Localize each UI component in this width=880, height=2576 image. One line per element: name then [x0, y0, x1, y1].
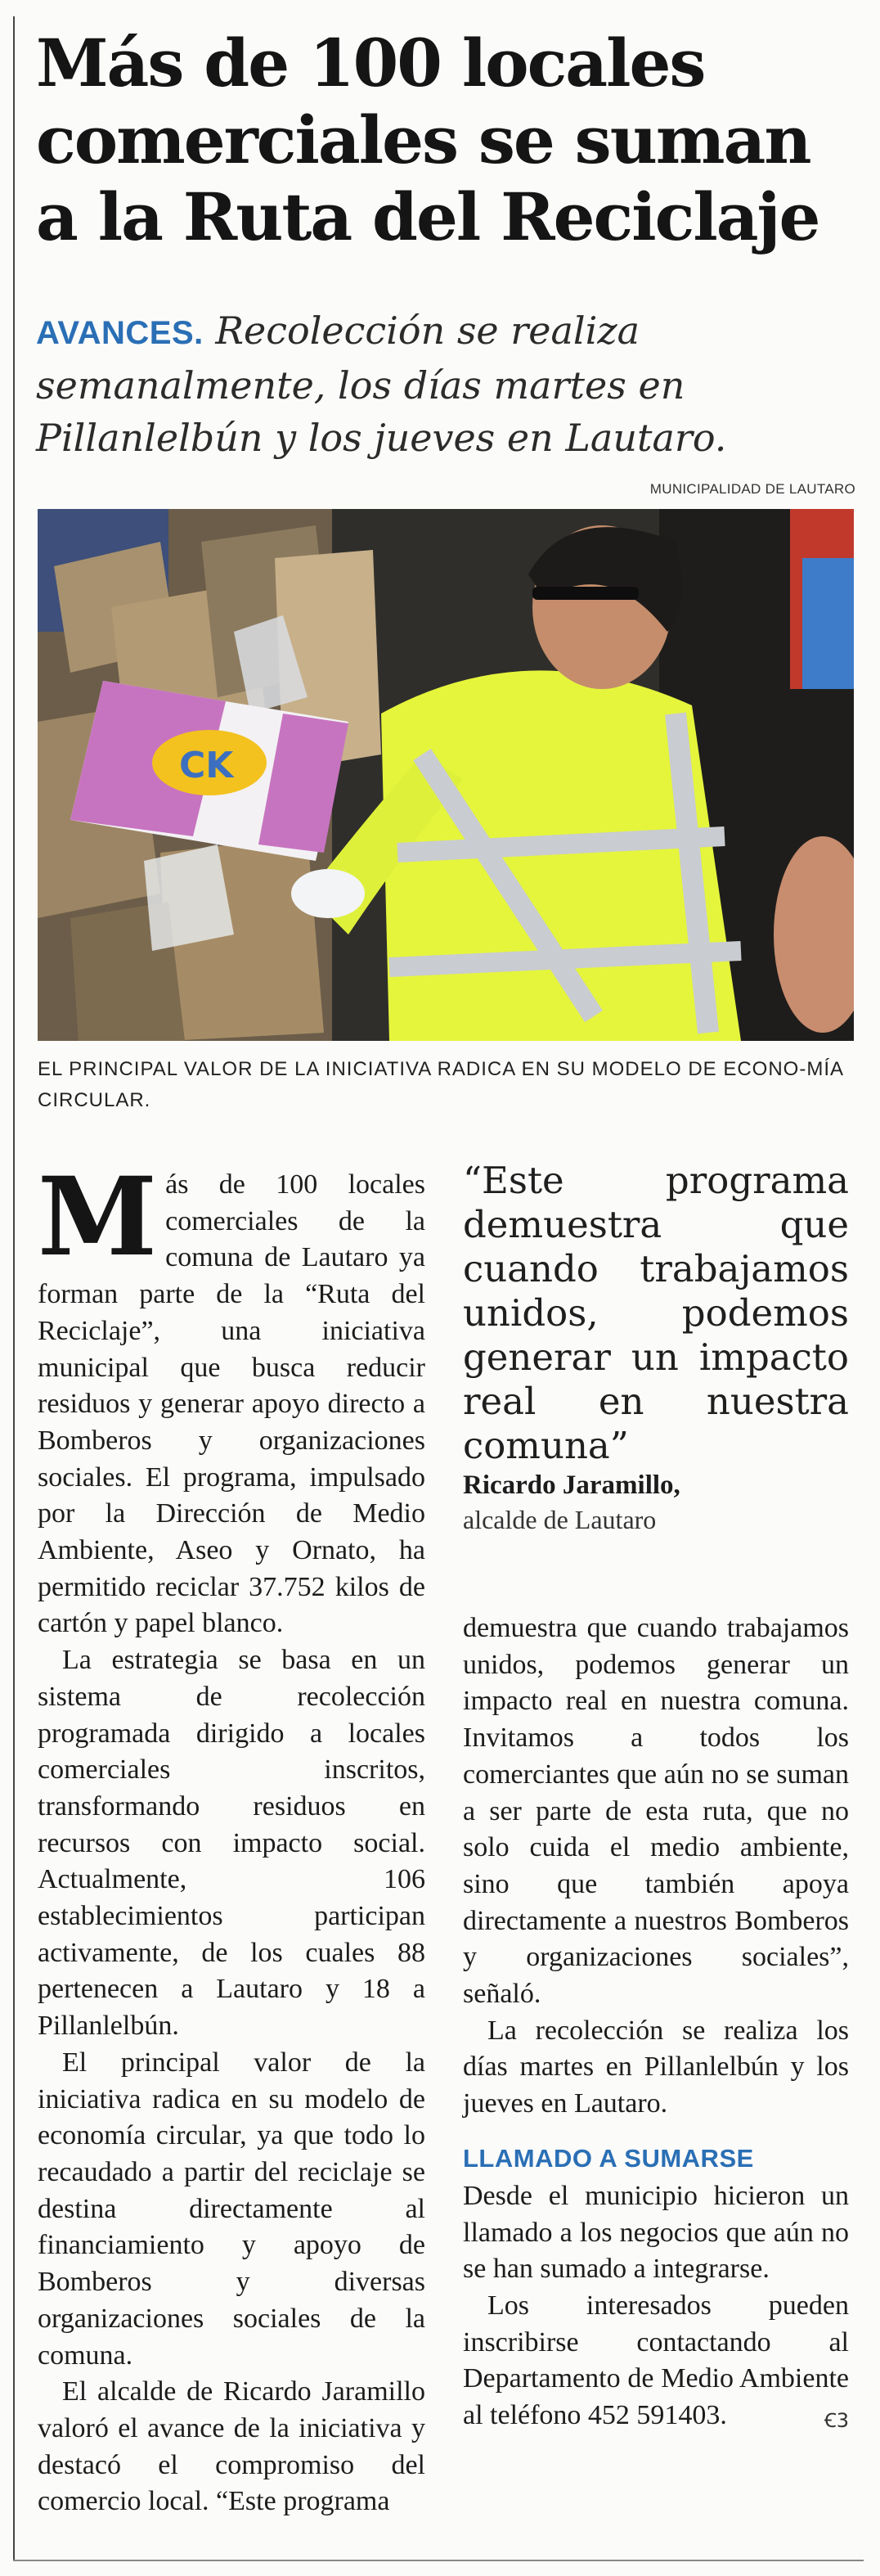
- article-photo: [38, 509, 854, 1041]
- body-text: ás de 100 locales comerciales de la comuna de Lautaro ya forman parte de la “Ruta del Reciclaje”, una iniciativa municipal que busca reducir residuos y generar apoyo directo a Bomberos y organizaciones sociales. El programa, impulsado por la Dirección de Medio Ambiente, Aseo y Ornato, ha permitido reciclar 37.752 kilos de cartón y papel blanco.: [38, 1169, 425, 1639]
- headline: Más de 100 locales comerciales se suman a la Ruta del Reciclaje: [36, 25, 819, 255]
- body-paragraph-final: [463, 2288, 849, 2434]
- body-paragraph: [38, 1154, 425, 1642]
- bottom-rule: [13, 2560, 864, 2561]
- photo-caption: EL PRINCIPAL VALOR DE LA INICIATIVA RADICA EN SU MODELO DE ECONO-MÍA CIRCULAR.: [38, 1058, 843, 1111]
- body-column-left: [38, 1154, 425, 2520]
- end-mark-icon: Ꞓ3: [824, 2409, 849, 2433]
- recycling-photo-illustration: [38, 509, 854, 1041]
- dek-text: Recolección se realiza semanalmente, los días martes en Pillanlelbún y los jueves en Lautaro.: [36, 308, 727, 460]
- pullquote-box: [463, 1159, 849, 1537]
- pullquote-author: Ricardo Jaramillo,: [463, 1470, 680, 1500]
- body-column-right: [463, 1610, 849, 2439]
- drop-cap: M: [38, 1154, 158, 1281]
- body-paragraph: demuestra que cuando trabajamos unidos, podemos generar un impacto real en nuestra comuna. Invitamos a todos los comerciantes que aún no se suman a ser parte de esta ruta, que no solo cuida el medio ambiente, sino que también apoya directamente a nuestros Bomberos y organizaciones sociales”, señaló.: [463, 1613, 849, 2010]
- left-column-rule: [13, 16, 15, 2561]
- pullquote-role: alcalde de Lautaro: [463, 1505, 657, 1534]
- section-subhead: LLAMADO A SUMARSE: [463, 2143, 754, 2173]
- kicker-label: AVANCES.: [36, 315, 204, 351]
- box-logo-text: CK: [179, 745, 234, 786]
- photo-credit: MUNICIPALIDAD DE LAUTARO: [649, 481, 855, 497]
- body-text: Los interesados pueden inscribirse contactando al Departamento de Medio Ambiente al teléfono 452 591403.: [463, 2290, 849, 2431]
- pullquote-text: “Este programa demuestra que cuando trabajamos unidos, podemos generar un impacto real en nuestra comuna”: [463, 1159, 849, 1467]
- body-paragraph: El alcalde de Ricardo Jaramillo valoró el avance de la iniciativa y destacó el compromiso del comercio local. “Este programa: [38, 2376, 425, 2517]
- body-paragraph: Desde el municipio hicieron un llamado a los negocios que aún no se han sumado a integrarse.: [463, 2180, 849, 2285]
- body-paragraph: La estrategia se basa en un sistema de recolección programada dirigido a locales comerciales inscritos, transformando residuos en recursos con impacto social. Actualmente, 106 establecimientos participan activamente, de los cuales 88 pertenecen a Lautaro y 18 a Pillanlelbún.: [38, 1645, 425, 2042]
- body-paragraph: El principal valor de la iniciativa radica en su modelo de economía circular, ya que todo lo recaudado a partir del reciclaje se destina directamente al financiamiento y apoyo de Bomberos y diversas organizaciones sociales de la comuna.: [38, 2047, 425, 2371]
- body-paragraph: La recolección se realiza los días martes en Pillanlelbún y los jueves en Lautaro.: [463, 2015, 849, 2119]
- dek: [36, 304, 862, 464]
